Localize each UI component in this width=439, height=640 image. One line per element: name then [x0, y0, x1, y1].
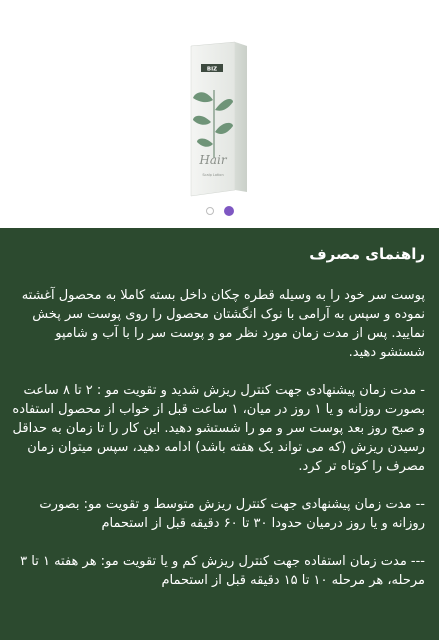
usage-paragraph-1: پوست سر خود را به وسیله قطره چکان داخل بسته کاملا به محصول آغشته نموده و سپس به آرامی با نوک انگشتان محصول را روی پوست سر پخش نمایید. پس از مدت زمان مورد نظر مو و پوست سر را با آب و شامپو شستشو دهید. — [21, 288, 425, 360]
usage-guide-title: راهنمای مصرف — [309, 245, 425, 263]
usage-paragraph-3: -- مدت زمان پیشنهادی جهت کنترل ریزش متوسط و تقویت مو: بصورت روزانه و یا روز درمیان حدودا ۳۰ تا ۶۰ دقیقه قبل از استحمام — [39, 497, 425, 531]
product-image-carousel[interactable] — [0, 0, 439, 228]
product-brand-text: BIZ — [206, 66, 218, 73]
product-script-text: Hair — [199, 153, 227, 167]
usage-paragraph-4: --- مدت زمان استفاده جهت کنترل ریزش کم و یا تقویت مو: هر هفته ۱ تا ۳ مرحله، هر مرحله ۱۰ تا ۱۵ دقیقه قبل از استحمام — [20, 554, 425, 588]
product-box-image — [187, 40, 249, 198]
carousel-dot-2[interactable] — [224, 206, 234, 216]
usage-guide-panel — [0, 228, 439, 640]
usage-paragraph-2: - مدت زمان پیشنهادی جهت کنترل ریزش شدید و تقویت مو : ۲ تا ۸ ساعت بصورت روزانه و یا ۱ روز در میان، ۱ ساعت قبل از خواب از محصول استفاده و صبح روز بعد پوست سر و مو را شستشو دهید. این کار را تا زمان به حداقل رسیدن ریزش (که می تواند یک هفته باشد) ادامه دهید، سپس میتوان زمان مصرف را کوتاه تر کرد. — [12, 383, 425, 474]
product-sub-text: Scalp Lotion — [202, 173, 224, 177]
carousel-indicators — [0, 207, 439, 216]
carousel-dot-1[interactable] — [206, 207, 214, 215]
